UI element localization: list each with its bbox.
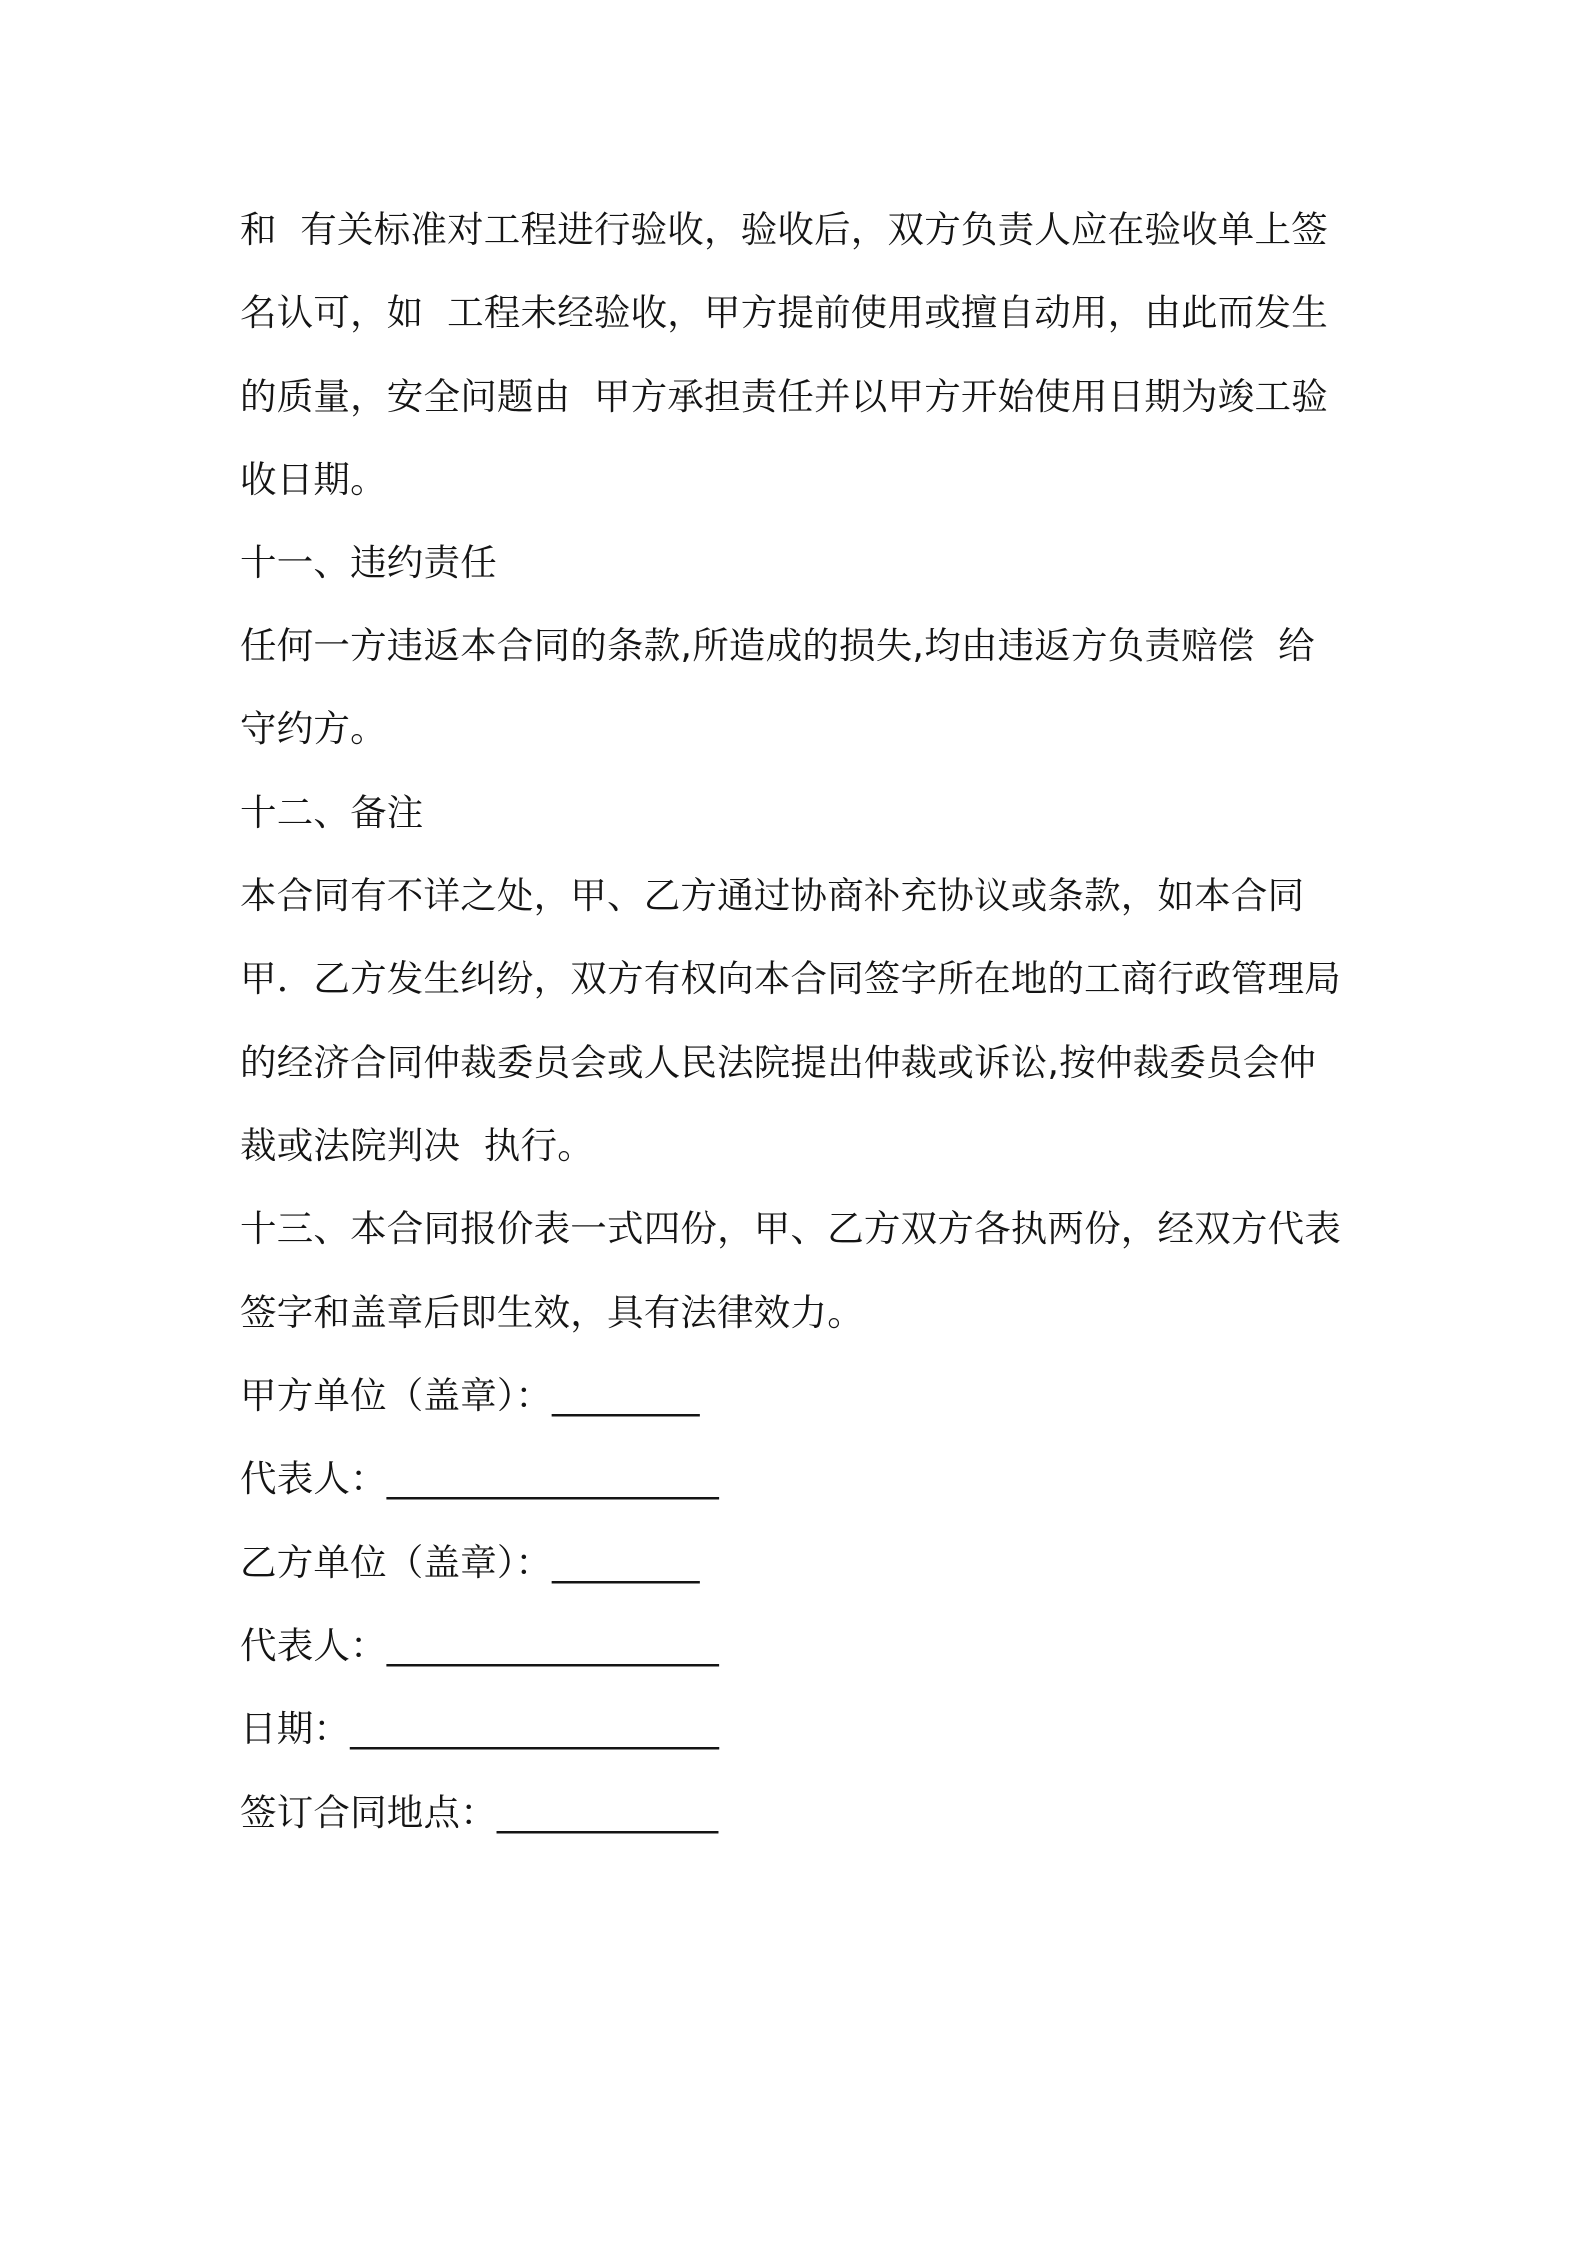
section-heading: 十三、本合同报价表一式四份，甲、乙方双方各执两份，经双方代表	[240, 1207, 1341, 1250]
section-heading: 十一、违约责任	[240, 541, 497, 584]
body-line: 的经济合同仲裁委员会或人民法院提出仲裁或诉讼,按仲裁委员会仲	[240, 1041, 1317, 1084]
body-line: 守约方。	[240, 707, 387, 750]
body-line: 任何一方违返本合同的条款,所造成的损失,均由违返方负责赔偿 给	[240, 624, 1315, 667]
body-line: 名认可，如 工程未经验收，甲方提前使用或擅自动用，由此而发生	[240, 291, 1328, 334]
section-heading: 十二、备注	[240, 791, 424, 834]
body-line: 的质量，安全问题由 甲方承担责任并以甲方开始使用日期为竣工验	[240, 375, 1328, 418]
body-line: 甲．乙方发生纠纷，双方有权向本合同签字所在地的工商行政管理局	[240, 957, 1341, 1000]
signature-field-date: 日期：____________________	[240, 1707, 720, 1750]
body-line: 签字和盖章后即生效，具有法律效力。	[240, 1291, 864, 1334]
signature-field-party-b: 乙方单位（盖章）：________	[240, 1541, 700, 1584]
signature-field-location: 签订合同地点：____________	[240, 1791, 719, 1834]
body-line: 本合同有不详之处，甲、乙方通过协商补充协议或条款，如本合同	[240, 874, 1305, 917]
body-line: 收日期。	[240, 458, 387, 501]
body-line: 和 有关标准对工程进行验收，验收后，双方负责人应在验收单上签	[240, 208, 1328, 251]
signature-field-representative-a: 代表人：__________________	[240, 1457, 719, 1500]
signature-field-party-a: 甲方单位（盖章）：________	[240, 1374, 700, 1417]
signature-field-representative-b: 代表人：__________________	[240, 1624, 719, 1667]
body-line: 裁或法院判决 执行。	[240, 1124, 594, 1167]
